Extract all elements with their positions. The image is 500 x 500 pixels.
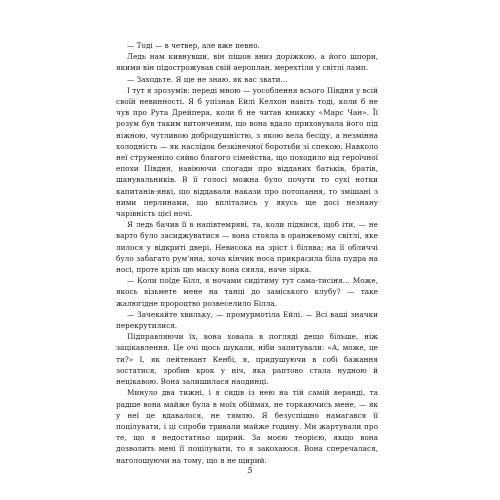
body-text	[116, 40, 378, 466]
paragraph: — Зачекайте хвильку, — промурмотіла Ейлі. — Всі ваші значки перекрутилися.	[116, 309, 378, 331]
paragraph: Минуло два тижні, і я сидів із нею на тій самій веранді, та радше вона майже була в моїх обіймах, не торкаючись мене, — як у неї це вдавалося, не тямлю. Я безуспішно намагався її поцілувати, і ці спроби тривали майже годину. Ми жартували про те, що я недостатньо щирий. За моєю теорією, якщо вона дозволить мені її поцілувати, то я закохаюся. Вона сперечалася, наголошуючи на тому, що я не щирий.	[116, 388, 378, 465]
paragraph: Підправляючи їх, вона ховала в погляді дещо більше, ніж зацікавлення. Це очі щось шукали, ніби запитували: «А, може, це ти?» І, як лейтенант Кенбі, я, придушуючи в собі бажання зостатися, зробив крок у ніч, яка раптово стала нудною й нецікавою. Вона залишилася наодинці.	[116, 332, 378, 387]
paragraph: Ледь нам кивнувши, він пішов вниз доріжкою, а його шпори, якими він підострожував свій аероплан, мерехтіли у світлі ламп.	[116, 52, 378, 73]
paragraph: — Заходьте. Я ще не знаю, як вас звати…	[127, 74, 288, 84]
paragraph: І тут я зрозумів: переді мною — уособлення всього Півдня у всій своїй невинності. Я б упізнав Ейлі Келхон навіть тоді, коли б не чув про Рута Дрейпера, коли б не читав книжку «Марс Чан». Її розум був таким витонченим, що вона вдало приховувала його під ніжною, чутливою добродушністю, з якою вела бесіду, а незмінна холодність — як наслідок безкінечної боротьби зі спекою. Навколо неї струменіло сяйво благого сімейства, що походило від героїчної епохи Півдня, навіюючи спогади про відданих батьків, братів, шанувальників. В її голосі можна було почути то сухі нотки капитанів-янкі, що віддавали накази про потопання, то змішані з ними перлинами, що вплітались у якусь ще досі незнану чарівність цієї ночі.	[116, 85, 378, 219]
paragraph: — Коли поїде Білл, я ночами сидітиму тут сама-тисіня… Може, якось візьмете мене на танці до заміського клубу? — таке жалюгідне пророцтво розвеселило Білла.	[116, 276, 378, 308]
paragraph: Я ледь бачив її в напівтемряві, та, коли підвівся, щоб іти, — не варто було засиджуватися — вона стояла в оранжевому світлі, яке лилося у відкриті двері. Невисока на зріст і білява; на її обличчі було забагато рум'яна, хоча кінчик носа прикрасила біла пудра на носі, проте крізь цю маску вона сяяла, наче зірка.	[116, 220, 378, 275]
page-number: 5	[247, 466, 253, 475]
paragraph: — Тоді — в четвер, але вже певно.	[127, 41, 260, 50]
